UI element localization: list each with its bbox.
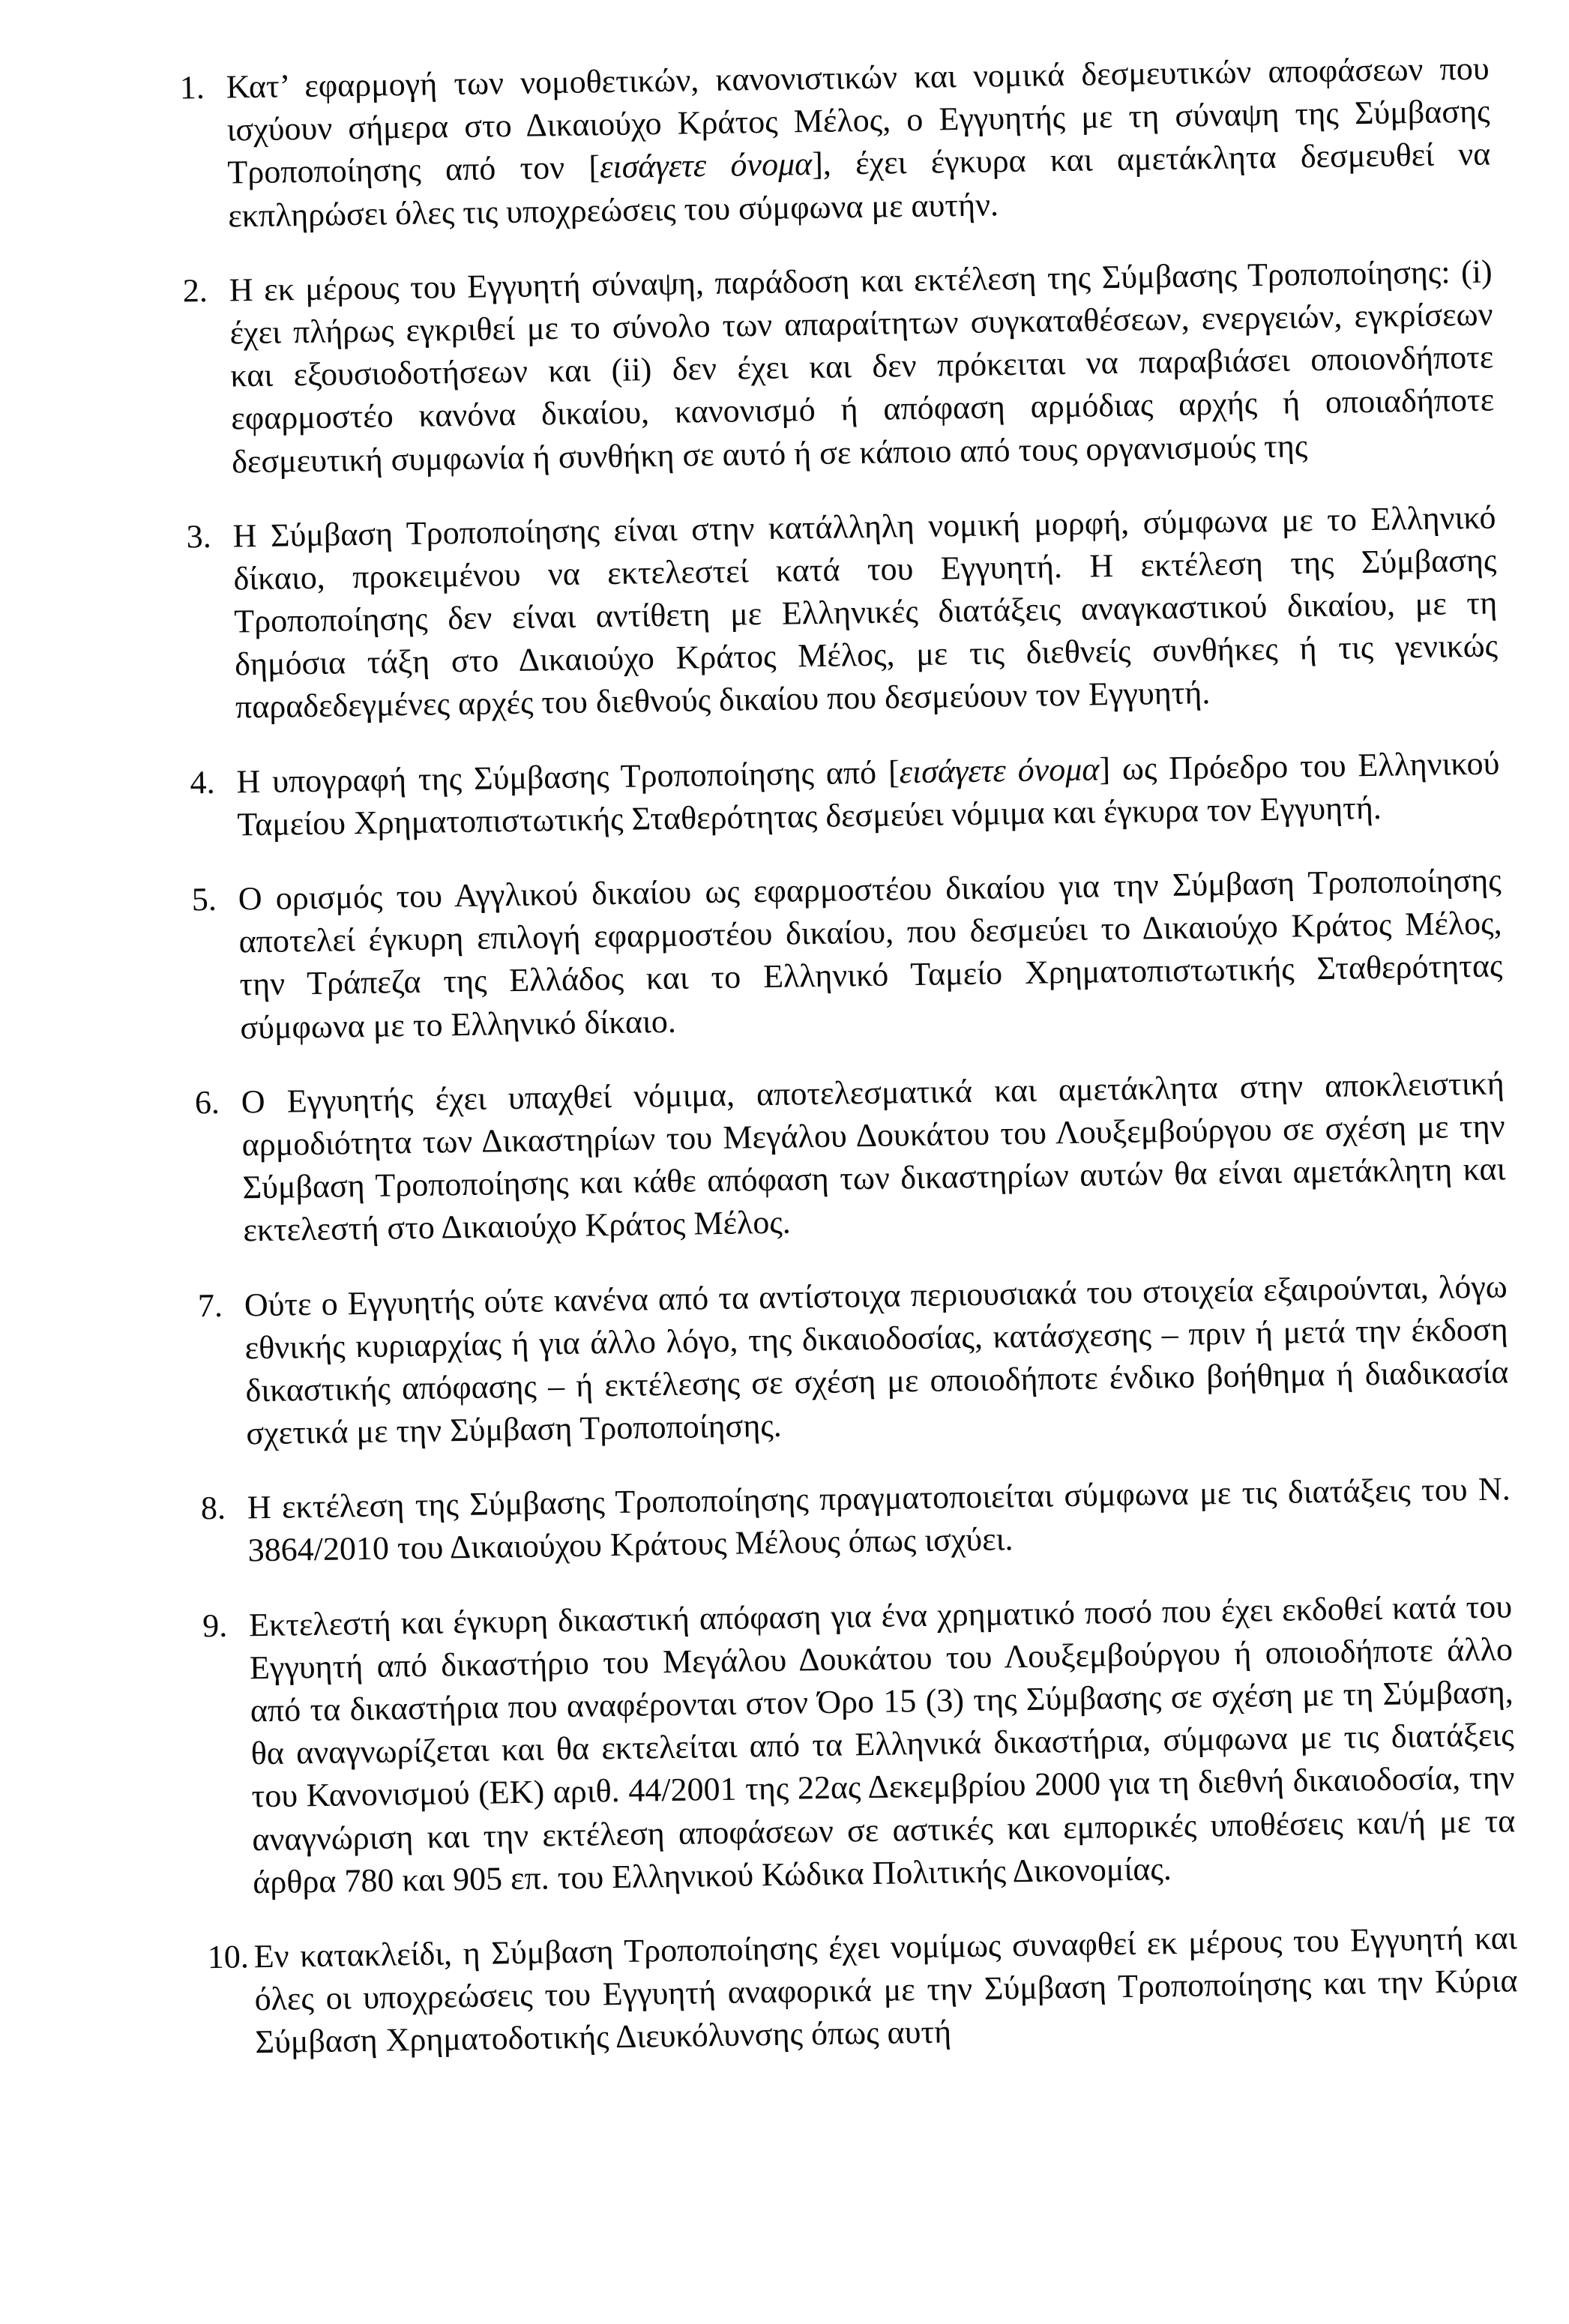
item-text-pre: Κατ’ εφαρμογή των νομοθετικών, κανονιστικών και νομικά δεσμευτικών αποφάσεων που ισχύουν σήμερα στο Δικαιούχο Κράτος Μέλος, ο Εγγυητής με τη σύναψη της Σύμβασης Τροποποίησης από τον [: [226, 49, 1490, 191]
item-text: [238, 858, 1503, 1049]
list-item: [200, 1468, 1511, 1573]
item-text-pre: Ο Εγγυητής έχει υπαχθεί νόμιμα, αποτελεσματικά και αμετάκλητα στην αποκλειστική αρμοδιότητα των Δικαστηρίων του Μεγάλου Δουκάτου του Λουξεμβούργου σε σχέση με την Σύμβαση Τροποποίησης και κάθε απόφαση των δικαστηρίων αυτών θα είναι αμετάκλητη και εκτελεστή στο Δικαιούχο Κράτος Μέλος.: [241, 1065, 1506, 1249]
item-text-pre: Εν κατακλείδι, η Σύμβαση Τροποποίησης έχει νομίμως συναφθεί εκ μέρους του Εγγυητή και όλες οι υποχρεώσεις του Εγγυητή αναφορικά με την Σύμβαση Τροποποίησης και την Κύρια Σύμβαση Χρηματοδοτικής Διευκόλυνσης όπως αυτή: [253, 1919, 1518, 2061]
item-text-post: ], έχει έγκυρα και αμετάκλητα δεσμευθεί να εκπληρώσει όλες τις υποχρεώσεις του σύμφωνα με αυτήν.: [227, 135, 1491, 235]
item-text-pre: Εκτελεστή και έγκυρη δικαστική απόφαση για ένα χρηματικό ποσό που έχει εκδοθεί κατά του Εγγυητή από δικαστήριο του Μεγάλου Δουκάτου του Λουξεμβούργου ή οποιοδήποτε άλλο από τα δικαστήρια που αναφέρονται στον Όρο 15 (3) της Σύμβασης σε σχέση με τη Σύμβαση, θα αναγνωρίζεται και θα εκτελείται από τα Ελληνικά δικαστήρια, σύμφωνα με τις διατάξεις του Κανονισμού (ΕΚ) αριθ. 44/2001 της 22ας Δεκεμβρίου 2000 για τη διεθνή δικαιοδοσία, την αναγνώριση και την εκτέλεση αποφάσεων σε αστικές και εμπορικές υποθέσεις και/ή με τα άρθρα 780 και 905 επ. του Ελληνικού Κώδικα Πολιτικής Δικονομίας.: [248, 1587, 1516, 1901]
list-item: [197, 1265, 1509, 1456]
item-text: [226, 47, 1491, 238]
list-item: [179, 47, 1491, 238]
item-number: 9.: [202, 1607, 228, 1644]
item-text-italic: εισάγετε όνομα: [599, 145, 813, 186]
item-number: 4.: [190, 763, 215, 801]
list-item: [202, 1585, 1517, 1904]
list-item: [182, 250, 1495, 484]
list-item: [190, 741, 1501, 846]
list-item: [194, 1062, 1506, 1253]
item-number: 1.: [179, 68, 205, 106]
list-item: [191, 858, 1503, 1050]
item-text: [249, 1585, 1517, 1903]
item-number: 5.: [191, 880, 217, 918]
list-item: [207, 1916, 1518, 2064]
item-number: 7.: [197, 1286, 223, 1324]
item-text-post: ] ως Πρόεδρο του Ελληνικού Ταμείου Χρηματοπιστωτικής Σταθερότητας δεσμεύει νόμιμα και έγκυρα τον Εγγυητή.: [236, 744, 1500, 843]
item-text: [229, 250, 1495, 483]
item-text: [236, 741, 1501, 846]
item-text-pre: Ο ορισμός του Αγγλικού δικαίου ως εφαρμοστέου δικαίου για την Σύμβαση Τροποποίησης αποτελεί έγκυρη επιλογή εφαρμοστέου δικαίου, που δεσμεύει το Δικαιούχο Κράτος Μέλος, την Τράπεζα της Ελλάδος και το Ελληνικό Ταμείο Χρηματοπιστωτικής Σταθερότητας σύμφωνα με το Ελληνικό δίκαιο.: [238, 861, 1503, 1046]
item-text: [244, 1265, 1509, 1455]
numbered-paragraph-list: [179, 47, 1518, 2065]
item-number: 3.: [186, 517, 212, 556]
list-item: [186, 496, 1499, 729]
item-number: 10.: [207, 1938, 250, 1976]
item-text-pre: Η εκ μέρους του Εγγυητή σύναψη, παράδοση και εκτέλεση της Σύμβασης Τροποποίησης: (i) έχει πλήρως εγκριθεί με το σύνολο των απαραίτητων συγκαταθέσεων, ενεργειών, εγκρίσεων και εξουσιοδοτήσεων και (ii) δεν έχει και δεν πρόκειται να παραβιάσει οποιονδήποτε εφαρμοστέο κανόνα δικαίου, κανονισμό ή απόφαση αρμόδιας αρχής ή οποιαδήποτε δεσμευτική συμφωνία ή συνθήκη σε αυτό ή σε κάποιο από τους οργανισμούς της: [229, 253, 1495, 480]
item-text-italic: εισάγετε όνομα: [899, 750, 1100, 790]
item-text: [253, 1916, 1518, 2064]
item-text: [232, 496, 1499, 729]
item-text: [241, 1062, 1506, 1252]
item-text-pre: Η Σύμβαση Τροποποίησης είναι στην κατάλληλη νομική μορφή, σύμφωνα με το Ελληνικό δίκαιο, προκειμένου να εκτελεστεί κατά του Εγγυητή. Η εκτέλεση της Σύμβασης Τροποποίησης δεν είναι αντίθετη με Ελληνικές διατάξεις αναγκαστικού δικαίου, με τη δημόσια τάξη στο Δικαιούχο Κράτος Μέλος, με τις διεθνείς συνθήκες ή τις γενικώς παραδεδεγμένες αρχές του διεθνούς δικαίου που δεσμεύουν τον Εγγυητή.: [232, 499, 1499, 726]
item-text-pre: Ούτε ο Εγγυητής ούτε κανένα από τα αντίστοιχα περιουσιακά του στοιχεία εξαιρούνται, λόγω εθνικής κυριαρχίας ή για άλλο λόγο, της δικαιοδοσίας, κατάσχεσης – πριν ή μετά την έκδοση δικαστικής απόφασης – ή εκτέλεσης σε σχέση με οποιοδήποτε ένδικο βοήθημα ή διαδικασία σχετικά με την Σύμβαση Τροποποίησης.: [244, 1267, 1509, 1452]
item-number: 2.: [182, 271, 208, 310]
item-text-pre: Η υπογραφή της Σύμβασης Τροποποίησης από [: [236, 753, 900, 801]
item-text: [247, 1468, 1511, 1572]
item-number: 6.: [194, 1083, 220, 1122]
item-number: 8.: [200, 1490, 226, 1527]
item-text-pre: Η εκτέλεση της Σύμβασης Τροποποίησης πραγματοποιείται σύμφωνα με τις διατάξεις του Ν. 3864/2010 του Δικαιούχου Κράτους Μέλους όπως ισχύει.: [247, 1470, 1511, 1569]
